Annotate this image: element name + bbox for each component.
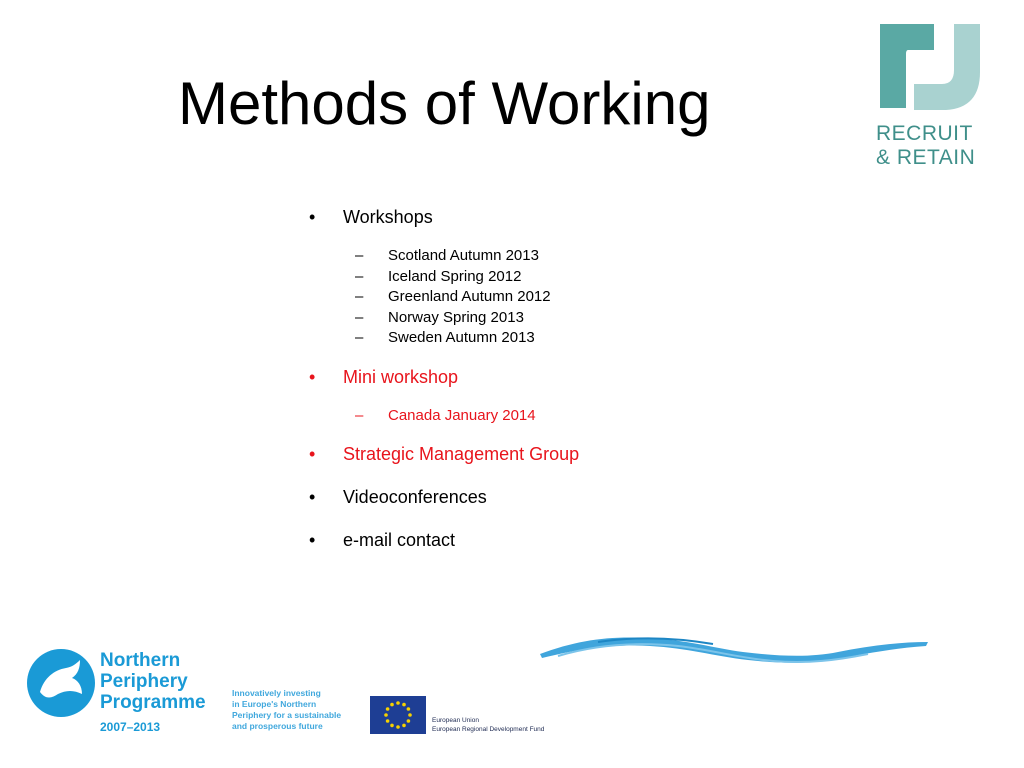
- sub-item-greenland: [305, 287, 865, 308]
- bullet-marker: •: [309, 207, 316, 227]
- tagline-line-2: in Europe's Northern: [232, 699, 317, 709]
- logo-line-1: RECRUIT: [876, 122, 973, 145]
- bullet-videoconferences: [305, 485, 865, 509]
- npp-line-3: Programme: [100, 692, 206, 713]
- sub-item-scotland: [305, 246, 865, 267]
- tagline-line-3: Periphery for a sustainable: [232, 710, 342, 720]
- bullet-label: Videoconferences: [343, 487, 487, 507]
- bullet-marker: •: [309, 530, 316, 550]
- bullet-label: Strategic Management Group: [343, 444, 580, 464]
- bullet-marker: •: [309, 487, 316, 507]
- dash-marker: –: [355, 406, 364, 424]
- bullet-label: Mini workshop: [343, 366, 459, 387]
- dash-marker: –: [355, 329, 364, 346]
- eu-flag-icon: [370, 696, 426, 734]
- bullet-mini-workshop: [305, 365, 865, 389]
- wave-decoration-icon: [538, 628, 930, 672]
- npp-line-2: Periphery: [100, 671, 188, 692]
- slide-title: Methods of Working: [178, 70, 711, 137]
- sub-item-label: Norway Spring 2013: [388, 308, 524, 326]
- dove-icon: [26, 648, 96, 718]
- bullet-label: e-mail contact: [343, 530, 456, 550]
- recruit-retain-logo: [872, 20, 982, 180]
- dash-marker: –: [355, 288, 364, 305]
- npp-years: 2007–2013: [100, 720, 161, 734]
- dash-marker: –: [355, 308, 364, 326]
- bullet-strategic-management-group: [305, 442, 865, 466]
- sub-item-label: Scotland Autumn 2013: [388, 247, 539, 264]
- northern-periphery-logo: [26, 648, 226, 740]
- dash-marker: –: [355, 247, 364, 264]
- bullet-email-contact: [305, 528, 865, 552]
- npp-wordmark: [100, 650, 206, 713]
- sub-item-label: Greenland Autumn 2012: [388, 288, 551, 305]
- bullet-workshops: [305, 205, 865, 229]
- dash-marker: –: [355, 267, 364, 285]
- npp-line-1: Northern: [100, 650, 181, 671]
- npp-tagline: [232, 688, 341, 732]
- logo-line-2: & RETAIN: [876, 146, 976, 169]
- bullet-list: [305, 205, 865, 552]
- tagline-line-4: and prosperous future: [232, 721, 323, 731]
- sub-item-canada: [305, 406, 865, 427]
- sub-item-norway: [305, 308, 865, 329]
- sub-item-label: Iceland Spring 2012: [388, 267, 522, 285]
- eu-line-1: European Union: [432, 717, 479, 724]
- recruit-retain-wordmark: [876, 122, 975, 170]
- bullet-marker: •: [309, 366, 316, 387]
- eu-line-2: European Regional Development Fund: [432, 726, 545, 733]
- recruit-retain-mark-icon: [876, 20, 980, 114]
- sub-item-label: Canada January 2014: [388, 406, 536, 424]
- bullet-marker: •: [309, 444, 316, 464]
- sub-item-sweden: [305, 328, 865, 349]
- sub-item-label: Sweden Autumn 2013: [388, 329, 535, 346]
- tagline-line-1: Innovatively investing: [232, 688, 321, 698]
- bullet-label: Workshops: [343, 207, 433, 227]
- sub-item-iceland: [305, 267, 865, 288]
- eu-caption: [432, 716, 544, 734]
